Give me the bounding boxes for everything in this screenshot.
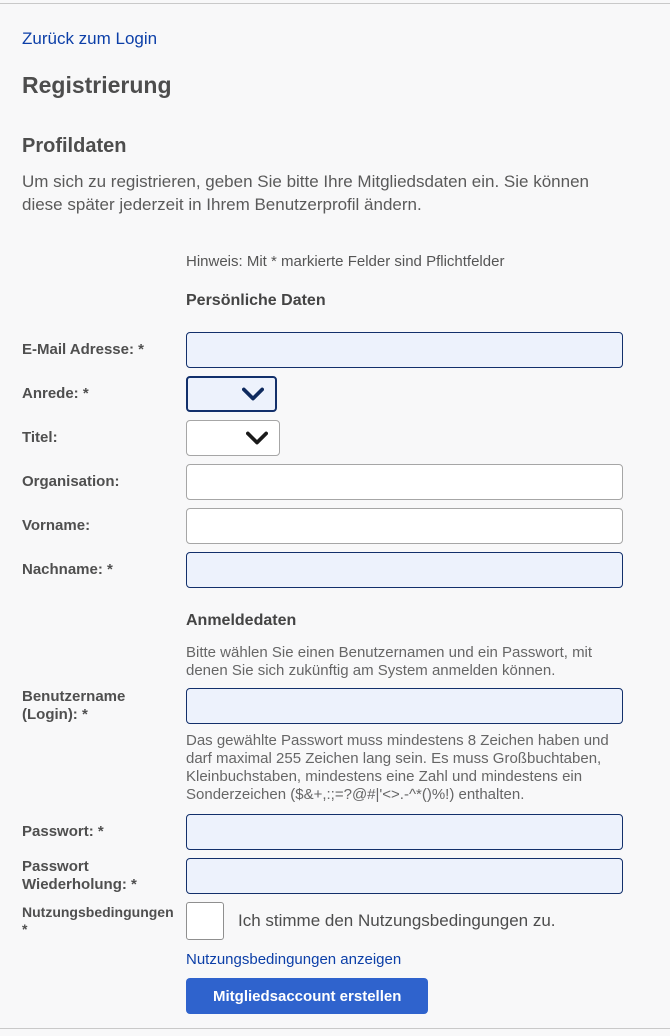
account-data-heading: Anmeldedaten	[186, 612, 297, 629]
chevron-down-icon	[242, 387, 264, 401]
create-account-button[interactable]: Mitgliedsaccount erstellen	[186, 978, 428, 1014]
benutzername-input[interactable]	[186, 688, 623, 724]
page-title: Registrierung	[22, 72, 172, 98]
titel-select[interactable]	[186, 420, 280, 456]
vorname-label: Vorname:	[22, 517, 91, 534]
organisation-label: Organisation:	[22, 473, 120, 490]
terms-agree-text: Ich stimme den Nutzungsbedingungen zu.	[238, 911, 556, 930]
terms-label: Nutzungsbedingungen *	[22, 904, 174, 937]
chevron-down-icon	[246, 431, 268, 445]
required-fields-note: Hinweis: Mit * markierte Felder sind Pflichtfelder	[186, 253, 505, 270]
terms-checkbox[interactable]	[186, 902, 224, 940]
back-to-login-link[interactable]: Zurück zum Login	[22, 29, 158, 48]
profile-section-title: Profildaten	[22, 135, 127, 157]
account-intro-text: Bitte wählen Sie einen Benutzernamen und ein Passwort, mit denen Sie sich zukünftig am System anmelden können.	[186, 644, 593, 679]
password-requirements-text: Das gewählte Passwort muss mindestens 8 Zeichen haben und darf maximal 255 Zeichen lang sein. Es muss Großbuchtaben, Kleinbuchstaben, mindestens eine Zahl und mindestens ein Sonderzeichen ($&+,:;=?@#|'<>.-^*()%!) enthalten.	[186, 732, 609, 803]
passwort-wiederholung-input[interactable]	[186, 858, 623, 894]
show-terms-link[interactable]: Nutzungsbedingungen anzeigen	[186, 951, 402, 968]
passwort-input[interactable]	[186, 814, 623, 850]
passwort-label: Passwort: *	[22, 823, 104, 840]
page-header	[0, 4, 670, 216]
titel-label: Titel:	[22, 429, 58, 446]
benutzername-label: Benutzername (Login): *	[22, 688, 126, 723]
nachname-input[interactable]	[186, 552, 623, 588]
passwort-wiederholung-label: Passwort Wiederholung: *	[22, 858, 137, 893]
terms-row	[186, 902, 623, 940]
vorname-input[interactable]	[186, 508, 623, 544]
intro-text: Um sich zu registrieren, geben Sie bitte Ihre Mitgliedsdaten ein. Sie können diese später jederzeit in Ihrem Benutzerprofil ändern.	[22, 172, 589, 214]
email-input[interactable]	[186, 332, 623, 368]
email-label: E-Mail Adresse: *	[22, 341, 144, 358]
anrede-select[interactable]	[186, 376, 277, 412]
anrede-label: Anrede: *	[22, 385, 89, 402]
personal-data-heading: Persönliche Daten	[186, 292, 326, 309]
footer-space	[0, 1029, 670, 1036]
nachname-label: Nachname: *	[22, 561, 113, 578]
organisation-input[interactable]	[186, 464, 623, 500]
registration-form	[0, 253, 670, 1014]
